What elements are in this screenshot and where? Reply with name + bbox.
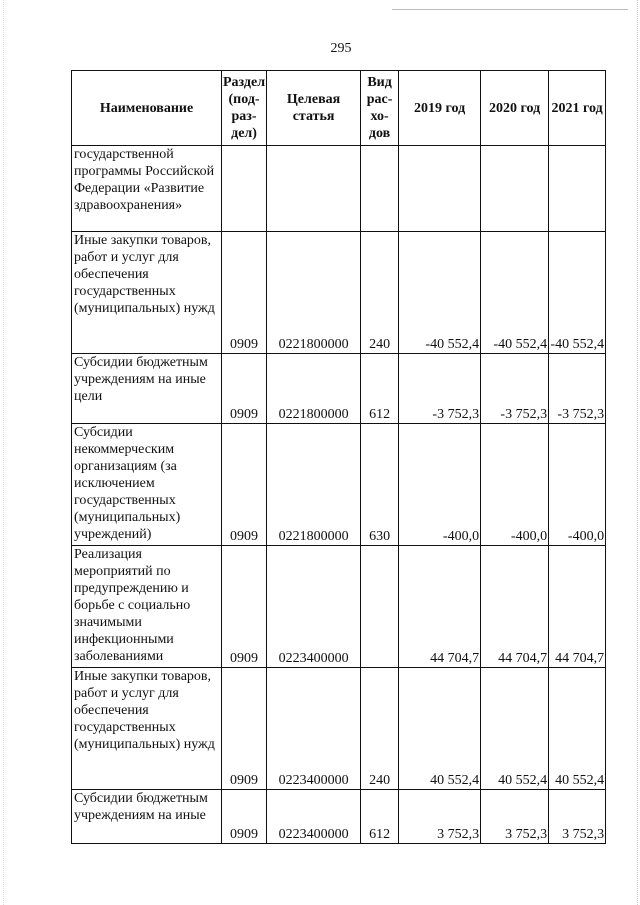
table-row: [72, 424, 606, 546]
row-2021: 40 552,4: [549, 668, 606, 790]
row-name: Иные закупки товаров, работ и услуг для обеспечения государственных (муниципальных) нужд: [72, 232, 222, 354]
row-expense-type: [361, 546, 399, 668]
page-number: 295: [330, 41, 352, 56]
table-row: [72, 146, 606, 232]
header-expense-type: Вид рас-хо-дов: [361, 71, 399, 146]
row-section: 0909: [222, 546, 267, 668]
row-expense-type: 612: [361, 790, 399, 844]
row-target: [267, 146, 361, 232]
top-rule: [392, 9, 628, 10]
row-expense-type: 612: [361, 354, 399, 424]
table-row: [72, 790, 606, 844]
row-expense-type: 240: [361, 668, 399, 790]
table-row: [72, 232, 606, 354]
row-target: 0223400000: [267, 790, 361, 844]
table-row: [72, 668, 606, 790]
row-2020: -3 752,3: [481, 354, 549, 424]
row-target: 0221800000: [267, 354, 361, 424]
header-section: Раздел (под-раз-дел): [222, 71, 267, 146]
table-row: [72, 546, 606, 668]
row-section: 0909: [222, 668, 267, 790]
row-section: [222, 146, 267, 232]
scan-edge-left: [3, 0, 4, 905]
row-2020: 3 752,3: [481, 790, 549, 844]
row-2020: -400,0: [481, 424, 549, 546]
row-2019: -3 752,3: [399, 354, 481, 424]
row-target: 0223400000: [267, 668, 361, 790]
header-2021: 2021 год: [549, 71, 606, 146]
budget-table: [71, 70, 606, 844]
row-target: 0223400000: [267, 546, 361, 668]
row-name: Субсидии бюджетным учреждениям на иные цели: [72, 354, 222, 424]
row-2019: 44 704,7: [399, 546, 481, 668]
header-2020: 2020 год: [481, 71, 549, 146]
row-target: 0221800000: [267, 232, 361, 354]
row-name: Реализация мероприятий по предупреждению и борьбе с социально значимыми инфекционными заболеваниями: [72, 546, 222, 668]
scan-edge-right: [637, 0, 638, 905]
row-2019: 40 552,4: [399, 668, 481, 790]
row-expense-type: 240: [361, 232, 399, 354]
row-2020: -40 552,4: [481, 232, 549, 354]
row-name: Иные закупки товаров, работ и услуг для обеспечения государственных (муниципальных) нужд: [72, 668, 222, 790]
header-target: Целевая статья: [267, 71, 361, 146]
row-2021: 44 704,7: [549, 546, 606, 668]
row-name: Субсидии некоммерческим организациям (за исключением государственных (муниципальных) учреждений): [72, 424, 222, 546]
row-2020: 44 704,7: [481, 546, 549, 668]
header-name: Наименование: [72, 71, 222, 146]
header-row: [72, 71, 606, 146]
row-2019: 3 752,3: [399, 790, 481, 844]
row-section: 0909: [222, 232, 267, 354]
row-section: 0909: [222, 354, 267, 424]
row-section: 0909: [222, 790, 267, 844]
row-name: государственной программы Российской Федерации «Развитие здравоохранения»: [72, 146, 222, 232]
row-name: Субсидии бюджетным учреждениям на иные: [72, 790, 222, 844]
row-2021: -3 752,3: [549, 354, 606, 424]
row-expense-type: 630: [361, 424, 399, 546]
row-2021: 3 752,3: [549, 790, 606, 844]
row-2019: -400,0: [399, 424, 481, 546]
row-2020: 40 552,4: [481, 668, 549, 790]
row-2019: [399, 146, 481, 232]
row-2020: [481, 146, 549, 232]
table-row: [72, 354, 606, 424]
row-2021: -40 552,4: [549, 232, 606, 354]
row-2021: -400,0: [549, 424, 606, 546]
row-2019: -40 552,4: [399, 232, 481, 354]
row-section: 0909: [222, 424, 267, 546]
header-2019: 2019 год: [399, 71, 481, 146]
row-expense-type: [361, 146, 399, 232]
row-target: 0221800000: [267, 424, 361, 546]
row-2021: [549, 146, 606, 232]
